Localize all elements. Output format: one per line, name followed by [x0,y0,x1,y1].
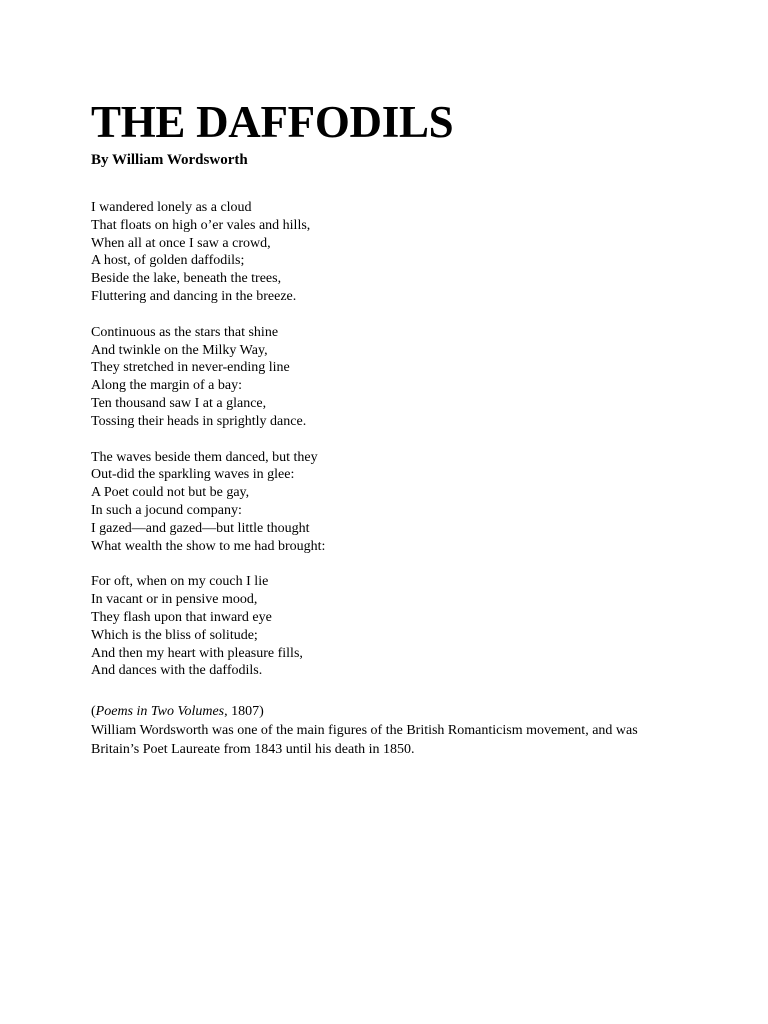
document-page [91,98,691,759]
poem-line: Which is the bliss of solitude; [91,627,258,643]
poem-line: That floats on high o’er vales and hills, [91,217,311,233]
poem-line: I wandered lonely as a cloud [91,200,252,215]
poem-line: Ten thousand saw I at a glance, [91,395,267,411]
citation [91,702,691,721]
poem-line: They stretched in never-ending line [91,360,290,376]
poem-line: When all at once I saw a crowd, [91,235,271,251]
poem-line: Out-did the sparkling waves in glee: [91,467,295,483]
poem-title: THE DAFFODILS [91,97,454,147]
poem-line: The waves beside them danced, but they [91,449,318,465]
citation-open: ( [91,704,96,720]
author-bio: William Wordsworth was one of the main figures of the British Romanticism movement, and was Britain’s Poet Laureate from 1843 until his death in 1850. [91,723,638,758]
stanza [91,324,691,431]
poem-line: Continuous as the stars that shine [91,324,279,340]
poem-line: For oft, when on my couch I lie [91,574,269,590]
citation-work: Poems in Two Volumes [95,704,225,720]
poem-line: Tossing their heads in sprightly dance. [91,413,307,429]
poem-line: And twinkle on the Milky Way, [91,342,268,358]
citation-rest: , 1807) [224,704,264,720]
poem-line: Along the margin of a bay: [91,378,242,394]
poem-line: Fluttering and dancing in the breeze. [91,288,297,304]
poem-line: They flash upon that inward eye [91,609,272,625]
stanza [91,449,691,556]
poem-line: I gazed—and gazed—but little thought [91,520,310,536]
poem-line: In vacant or in pensive mood, [91,592,258,608]
poem-line: And then my heart with pleasure fills, [91,645,303,661]
poem-line: A Poet could not but be gay, [91,485,250,501]
poem-body [91,199,691,680]
poem-line: A host, of golden daffodils; [91,253,245,269]
stanza [91,573,691,680]
poem-line: Beside the lake, beneath the trees, [91,271,282,287]
poem-line: What wealth the show to me had brought: [91,538,326,554]
poem-line: And dances with the daffodils. [91,663,263,679]
stanza [91,199,691,306]
poem-note [91,702,691,759]
poem-line: In such a jocund company: [91,502,242,518]
poem-byline: By William Wordsworth [91,152,248,168]
